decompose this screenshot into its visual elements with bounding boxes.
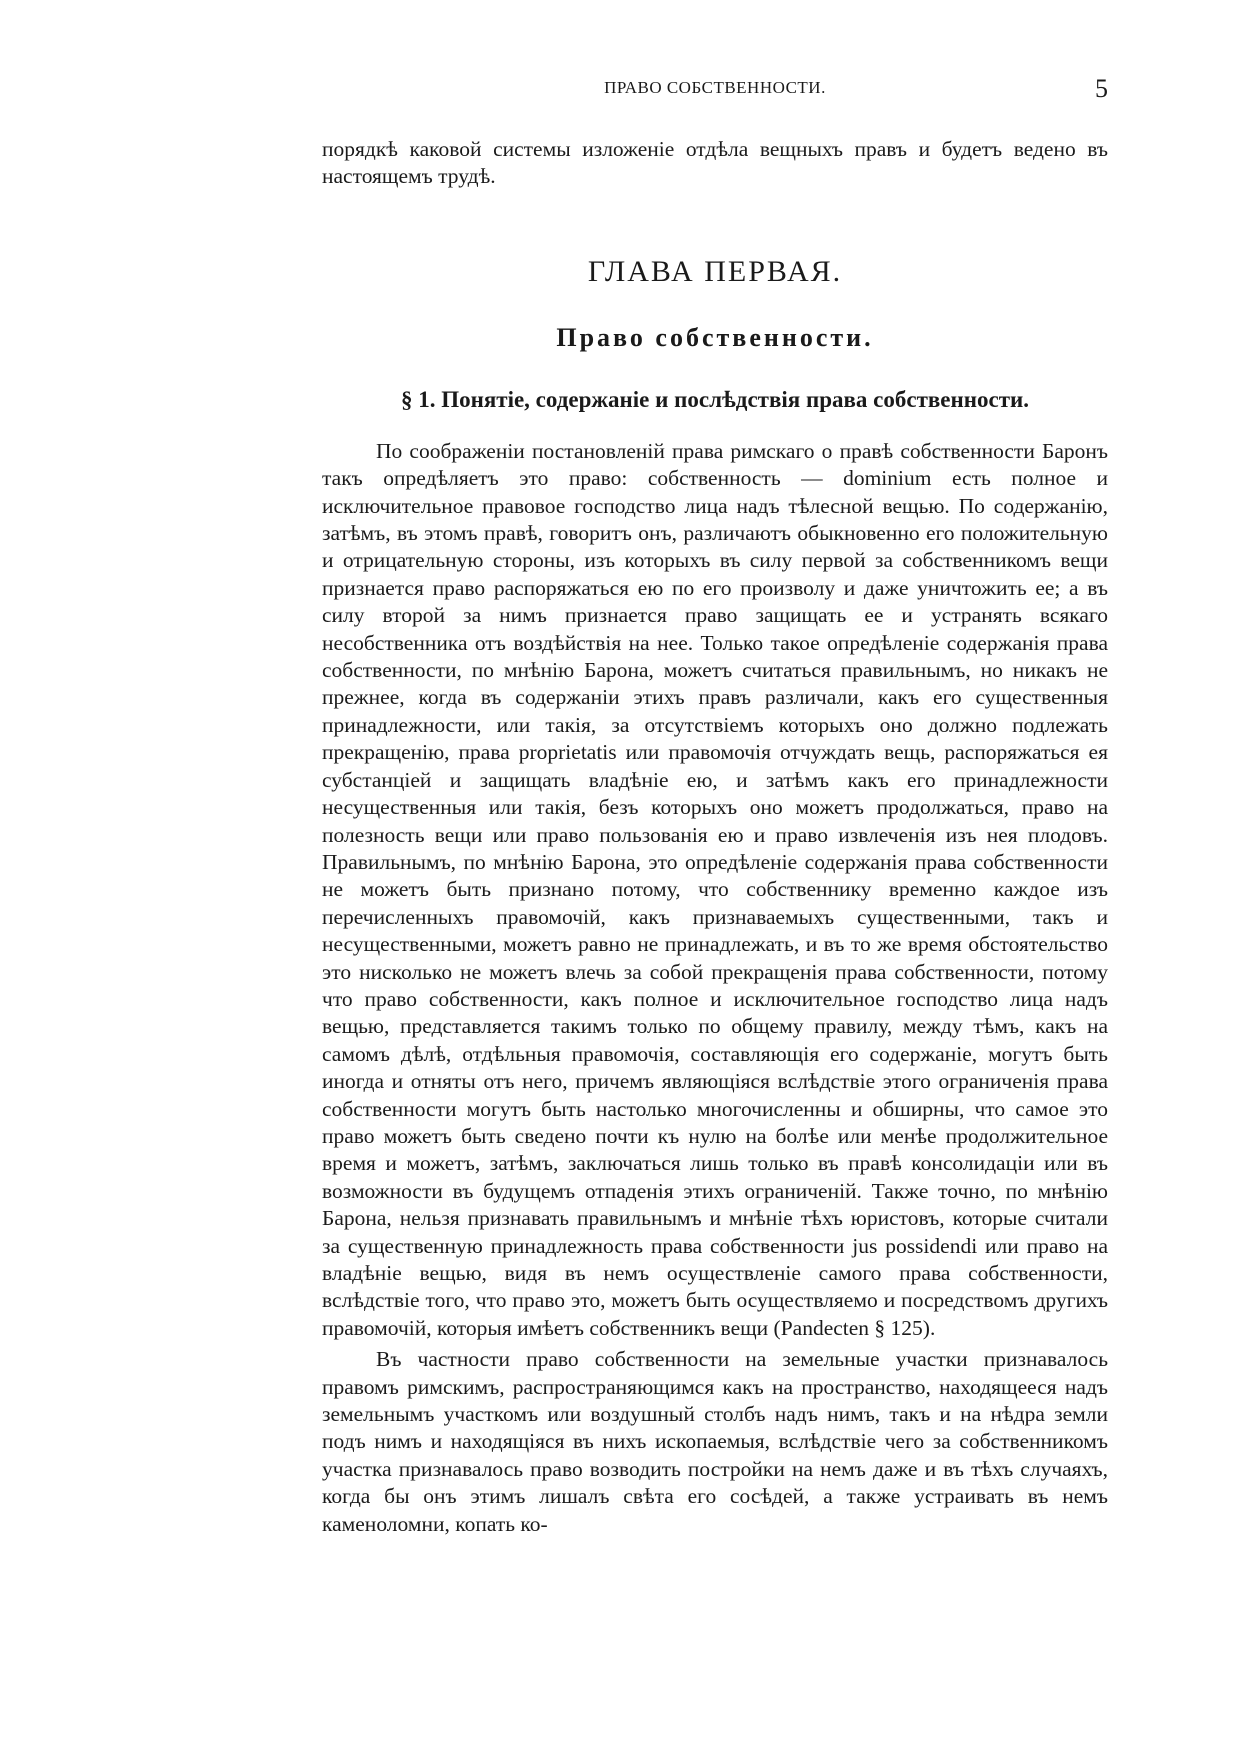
intro-paragraph: порядкѣ каковой системы изложеніе отдѣла вещныхъ правъ и будетъ ведено въ настоящемъ трудѣ. [322,137,1108,189]
title-heading: Право собственности. [556,322,874,352]
section-heading: § 1. Понятіе, содержаніе и послѣдствія права собственности. [400,386,1030,412]
body-paragraph-1: По соображеніи постановленій права римскаго о правѣ собственности Баронъ такъ опредѣляетъ это право: собственность — dominium есть полное и исключительное правовое господство лица надъ тѣлесной вещью. По содержанію, затѣмъ, въ этомъ правѣ, говоритъ онъ, различаютъ обыкновенно его положительную и отрицательную стороны, изъ которыхъ въ силу первой за собственникомъ вещи признается право распоряжаться ею по его произволу и даже уничтожить ее; а въ силу второй за нимъ признается право защищать ее и устранять всякаго несобственника отъ воздѣйствія на нее. Только такое опредѣленіе содержанія права собственности, по мнѣнію Барона, можетъ считаться правильнымъ, но никакъ не прежнее, когда въ содержаніи этихъ правъ различали, какъ его существенныя принадлежности, или такія, за отсутствіемъ которыхъ оно должно подлежать прекращенію, права proprietatis или правомочія отчуждать вещь, распоряжаться ея субстанціей и защищать владѣніе ею, и затѣмъ какъ его принадлежности несущественныя или такія, безъ которыхъ оно можетъ продолжаться, право на полезность вещи или право пользованія ею и право извлеченія изъ нея плодовъ. Правильнымъ, по мнѣнію Барона, это опредѣленіе содержанія права собственности не можетъ быть признано потому, что собственнику временно каждое изъ перечисленныхъ правомочій, какъ признаваемыхъ существенными, такъ и несущественными, можетъ равно не принадлежать, и въ то же время обстоятельство это нисколько не можетъ влечь за собой прекращенія права собственности, потому что право собственности, какъ полное и исключительное господство лица надъ вещью, представляется такимъ только по общему правилу, между тѣмъ, какъ на самомъ дѣлѣ, отдѣльныя правомочія, составляющія его содержаніе, могутъ быть иногда и отняты отъ него, причемъ являющіяся вслѣдствіе этого ограниченія права собственности могутъ быть настолько многочисленны и обширны, что самое это право можетъ быть сведено почти къ нулю на болѣе или менѣе продолжительное время и можетъ, затѣмъ, заключаться лишь только въ правѣ консолидаціи или въ возможности въ будущемъ отпаденія этихъ ограниченій. Также точно, по мнѣнію Барона, нельзя признавать правильнымъ и мнѣніе тѣхъ юристовъ, которые считали за существенную принадлежность права собственности jus possidendi или право на владѣніе вещью, видя въ немъ осуществленіе самого права собственности, вслѣдствіе того, что право это, можетъ быть осуществляемо и посредствомъ другихъ правомочій, которыя имѣетъ собственникъ вещи (Pandecten § 125). [322,438,1108,1340]
page-number: 5 [1095,74,1108,103]
body-paragraph-2: Въ частности право собственности на земельные участки признавалось правомъ римскимъ, распространяющимся какъ на пространство, находящееся надъ земельнымъ участкомъ или воздушный столбъ надъ нимъ, такъ и на нѣдра земли подъ нимъ и находящіяся въ нихъ ископаемыя, вслѣдствіе чего за собственникомъ участка признавалось право возводить постройки на немъ даже и въ тѣхъ случаяхъ, когда бы онъ этимъ лишалъ свѣта его сосѣдей, а также устраивать въ немъ каменоломни, копать ко- [322,1347,1108,1536]
chapter-heading: ГЛАВА ПЕРВАЯ. [587,254,843,288]
running-head [322,74,1108,106]
text-block [322,136,1108,1538]
running-title: ПРАВО СОБСТВЕННОСТИ. [604,78,826,97]
